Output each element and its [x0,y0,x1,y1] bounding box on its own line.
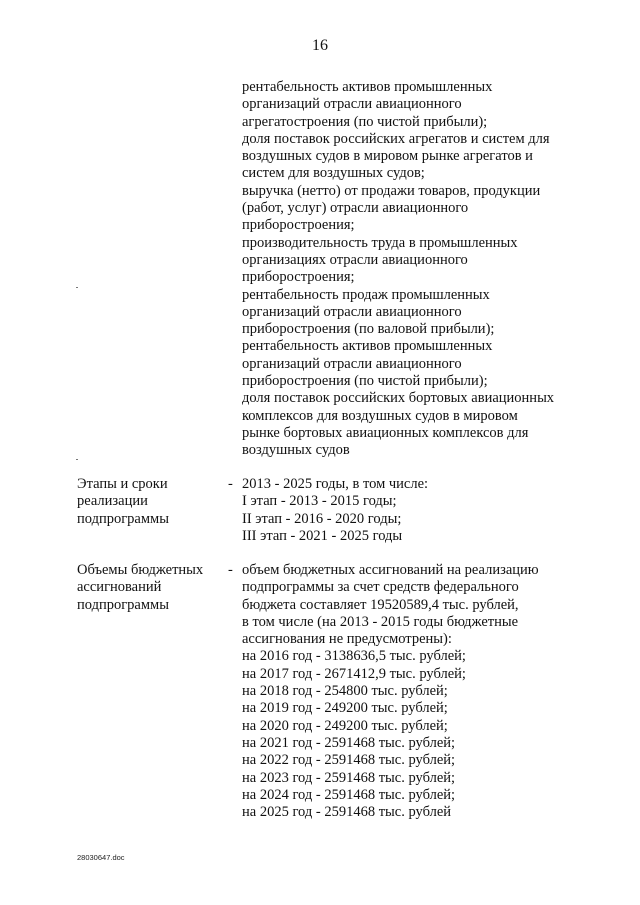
value-line: на 2023 год - 2591468 тыс. рублей; [242,769,456,786]
value-line: бюджета составляет 19520589,4 тыс. рублей, [242,596,519,613]
label-line: Объемы бюджетных [77,562,204,578]
page-number: 16 [312,37,328,54]
indicator-line: (работ, услуг) отрасли авиационного [242,200,469,217]
indicator-line: рентабельность активов промышленных [242,79,493,95]
label-line: Этапы и сроки [77,476,168,492]
value-line: на 2025 год - 2591468 тыс. рублей [242,804,452,821]
indicator-line: организаций отрасли авиационного [242,303,462,320]
value-line: на 2018 год - 254800 тыс. рублей; [242,683,448,700]
indicator-line: организациях отрасли авиационного [242,251,468,268]
indicator-line: приборостроения; [242,269,355,286]
indicator-line: приборостроения (по чистой прибыли); [242,373,488,390]
indicator-line: организаций отрасли авиационного [242,96,462,113]
value-line: объем бюджетных ассигнований на реализацию [242,562,539,578]
label-line: подпрограммы [77,510,169,527]
indicator-line: выручка (нетто) от продажи товаров, продукции [242,182,541,199]
stages-label [77,476,227,528]
budget-values [242,562,582,821]
stages-values [242,476,582,545]
budget-label [77,562,227,614]
value-line: на 2017 год - 2671412,9 тыс. рублей; [242,665,466,682]
indicator-line: рентабельность активов промышленных [242,338,493,355]
indicator-line: рентабельность продаж промышленных [242,286,490,303]
scan-speck [76,287,78,288]
value-line: на 2016 год - 3138636,5 тыс. рублей; [242,648,466,665]
scan-speck [76,459,78,460]
value-line: на 2020 год - 249200 тыс. рублей; [242,717,448,734]
value-line: I этап - 2013 - 2015 годы; [242,493,397,510]
value-line: II этап - 2016 - 2020 годы; [242,510,402,527]
stages-dash: - [228,476,233,492]
label-line: подпрограммы [77,596,169,613]
value-line: на 2019 год - 249200 тыс. рублей; [242,700,448,717]
value-line: подпрограммы за счет средств федерального [242,579,519,596]
value-line: 2013 - 2025 годы, в том числе: [242,476,429,492]
indicator-line: приборостроения; [242,217,355,234]
label-line: ассигнований [77,579,162,596]
indicator-line: рынке бортовых авиационных комплексов для [242,424,529,441]
value-line: на 2021 год - 2591468 тыс. рублей; [242,734,456,751]
value-line: на 2024 год - 2591468 тыс. рублей; [242,786,456,803]
indicator-line: систем для воздушных судов; [242,165,425,182]
indicator-line: производительность труда в промышленных [242,234,518,251]
indicator-line: воздушных судов в мировом рынке агрегатов и [242,148,533,165]
indicator-line: доля поставок российских агрегатов и систем для [242,130,550,147]
value-line: ассигнования не предусмотрены): [242,631,452,648]
budget-dash: - [228,562,233,578]
indicator-line: организаций отрасли авиационного [242,355,462,372]
indicator-line: агрегатостроения (по чистой прибыли); [242,113,488,130]
value-line: в том числе (на 2013 - 2015 годы бюджетные [242,613,519,630]
indicator-line: доля поставок российских бортовых авиационных [242,390,555,407]
label-line: реализации [77,493,148,510]
indicator-line: комплексов для воздушных судов в мировом [242,407,518,424]
indicator-line: воздушных судов [242,442,350,459]
value-line: III этап - 2021 - 2025 годы [242,527,403,544]
indicator-line: приборостроения (по валовой прибыли); [242,321,495,338]
footer-filename: 28030647.doc [77,853,125,862]
indicators-continuation-block [242,79,582,460]
value-line: на 2022 год - 2591468 тыс. рублей; [242,752,456,769]
